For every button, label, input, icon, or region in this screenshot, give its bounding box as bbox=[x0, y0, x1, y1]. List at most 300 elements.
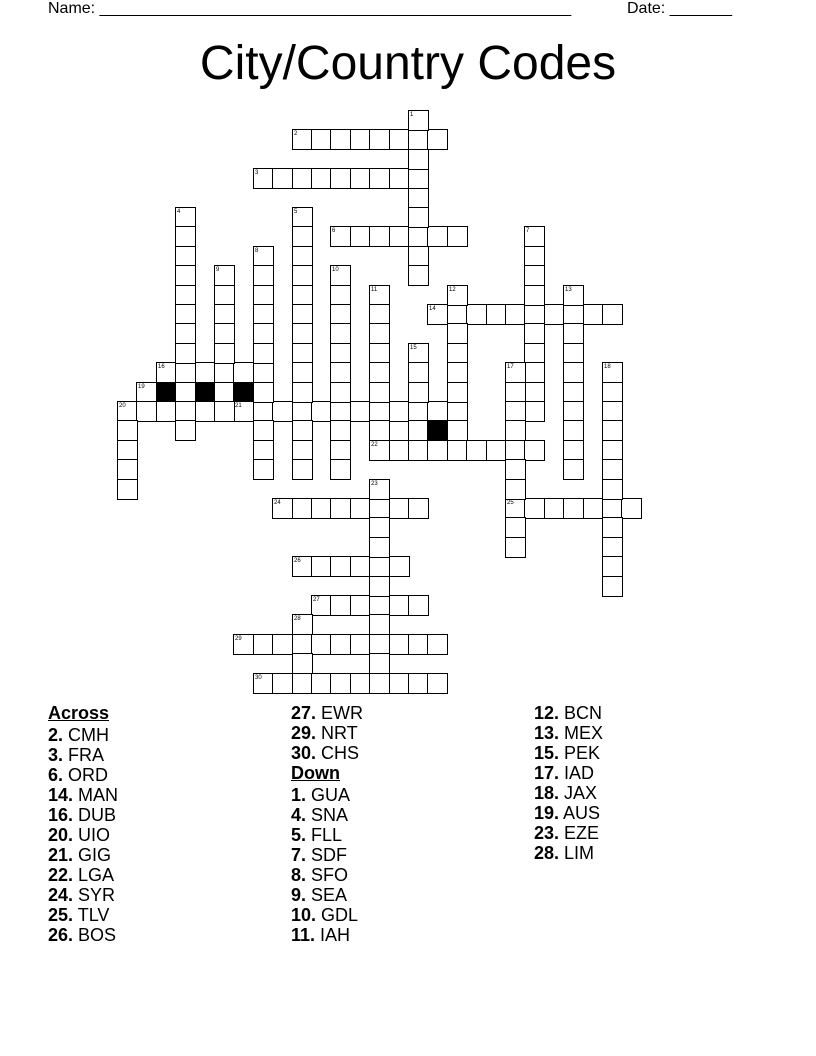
grid-cell[interactable] bbox=[214, 401, 235, 422]
clue-text: SDF bbox=[311, 845, 348, 865]
grid-cell[interactable] bbox=[427, 129, 448, 150]
grid-cell[interactable] bbox=[330, 556, 351, 577]
grid-cell[interactable] bbox=[253, 362, 274, 383]
grid-cell[interactable] bbox=[214, 343, 235, 364]
clue-text: DUB bbox=[78, 805, 117, 825]
clue-number: 1. bbox=[291, 785, 307, 805]
grid-cell[interactable] bbox=[408, 362, 429, 383]
grid-cell[interactable] bbox=[292, 323, 313, 344]
grid-cell[interactable] bbox=[524, 440, 545, 461]
clue-number-label: 12 bbox=[449, 287, 456, 293]
grid-cell[interactable] bbox=[563, 343, 584, 364]
grid-cell[interactable] bbox=[369, 304, 390, 325]
grid-cell[interactable] bbox=[563, 362, 584, 383]
grid-cell[interactable] bbox=[117, 479, 138, 500]
grid-cell[interactable] bbox=[330, 595, 351, 616]
clue-number: 26. bbox=[48, 925, 74, 945]
grid-cell[interactable] bbox=[214, 265, 235, 286]
grid-cell[interactable] bbox=[330, 343, 351, 364]
grid-cell[interactable] bbox=[253, 246, 274, 267]
grid-cell[interactable] bbox=[292, 634, 313, 655]
grid-cell[interactable] bbox=[175, 401, 196, 422]
grid-cell[interactable] bbox=[292, 459, 313, 480]
grid-cell[interactable] bbox=[447, 362, 468, 383]
grid-cell[interactable] bbox=[408, 188, 429, 209]
grid-cell[interactable] bbox=[136, 401, 157, 422]
grid-cell[interactable] bbox=[214, 323, 235, 344]
grid-cell[interactable] bbox=[292, 168, 313, 189]
grid-cell[interactable] bbox=[350, 129, 371, 150]
grid-cell[interactable] bbox=[408, 343, 429, 364]
grid-cell[interactable] bbox=[408, 226, 429, 247]
grid-cell[interactable] bbox=[389, 673, 410, 694]
grid-cell[interactable] bbox=[602, 479, 623, 500]
grid-cell[interactable] bbox=[253, 343, 274, 364]
grid-cell[interactable] bbox=[369, 382, 390, 403]
grid-cell[interactable] bbox=[486, 304, 507, 325]
clue-text: GDL bbox=[321, 905, 359, 925]
grid-cell[interactable] bbox=[602, 420, 623, 441]
grid-cell[interactable] bbox=[369, 129, 390, 150]
clue-item bbox=[291, 723, 363, 743]
grid-cell[interactable] bbox=[389, 440, 410, 461]
grid-cell[interactable] bbox=[195, 401, 216, 422]
grid-cell[interactable] bbox=[369, 323, 390, 344]
clue-number-label: 17 bbox=[507, 364, 514, 370]
grid-cell[interactable] bbox=[311, 595, 332, 616]
grid-cell[interactable] bbox=[524, 343, 545, 364]
grid-cell[interactable] bbox=[408, 265, 429, 286]
grid-cell[interactable] bbox=[330, 226, 351, 247]
grid-cell[interactable] bbox=[427, 226, 448, 247]
grid-cell[interactable] bbox=[214, 285, 235, 306]
grid-cell[interactable] bbox=[447, 401, 468, 422]
clue-item bbox=[48, 765, 118, 785]
grid-cell[interactable] bbox=[505, 479, 526, 500]
grid-cell[interactable] bbox=[253, 634, 274, 655]
grid-cell[interactable] bbox=[602, 576, 623, 597]
clue-number-label: 15 bbox=[410, 345, 417, 351]
clue-number-label: 27 bbox=[313, 597, 320, 603]
grid-cell[interactable] bbox=[253, 459, 274, 480]
clue-item bbox=[291, 865, 363, 885]
grid-cell[interactable] bbox=[214, 382, 235, 403]
grid-cell[interactable] bbox=[292, 401, 313, 422]
grid-cell[interactable] bbox=[117, 420, 138, 441]
clue-number-label: 19 bbox=[138, 384, 145, 390]
grid-cell[interactable] bbox=[563, 285, 584, 306]
grid-cell[interactable] bbox=[292, 498, 313, 519]
grid-cell[interactable] bbox=[292, 285, 313, 306]
grid-cell[interactable] bbox=[117, 459, 138, 480]
grid-cell[interactable] bbox=[136, 382, 157, 403]
grid-cell[interactable] bbox=[408, 420, 429, 441]
grid-cell[interactable] bbox=[253, 673, 274, 694]
grid-cell[interactable] bbox=[583, 304, 604, 325]
clue-number: 18. bbox=[534, 783, 560, 803]
grid-cell[interactable] bbox=[330, 168, 351, 189]
grid-cell[interactable] bbox=[505, 401, 526, 422]
grid-cell[interactable] bbox=[175, 382, 196, 403]
clue-item bbox=[48, 845, 118, 865]
grid-cell[interactable] bbox=[408, 595, 429, 616]
grid-cell[interactable] bbox=[311, 401, 332, 422]
grid-cell[interactable] bbox=[330, 304, 351, 325]
grid-cell[interactable] bbox=[330, 382, 351, 403]
grid-cell[interactable] bbox=[389, 634, 410, 655]
grid-cell[interactable] bbox=[330, 401, 351, 422]
grid-cell[interactable] bbox=[175, 207, 196, 228]
grid-cell[interactable] bbox=[253, 323, 274, 344]
grid-cell[interactable] bbox=[447, 343, 468, 364]
grid-cell[interactable] bbox=[350, 556, 371, 577]
grid-cell[interactable] bbox=[408, 149, 429, 170]
grid-cell[interactable] bbox=[408, 634, 429, 655]
grid-cell[interactable] bbox=[214, 304, 235, 325]
grid-cell[interactable] bbox=[369, 420, 390, 441]
grid-cell[interactable] bbox=[175, 323, 196, 344]
grid-cell[interactable] bbox=[175, 343, 196, 364]
grid-cell[interactable] bbox=[524, 226, 545, 247]
clue-number-label: 4 bbox=[177, 209, 181, 215]
grid-cell[interactable] bbox=[350, 498, 371, 519]
grid-cell[interactable] bbox=[311, 634, 332, 655]
grid-cell[interactable] bbox=[505, 362, 526, 383]
grid-cell[interactable] bbox=[272, 168, 293, 189]
clue-number-label: 20 bbox=[119, 403, 126, 409]
clue-text: PEK bbox=[564, 743, 601, 763]
grid-cell[interactable] bbox=[408, 673, 429, 694]
grid-cell[interactable] bbox=[505, 420, 526, 441]
clue-text: UIO bbox=[78, 825, 111, 845]
grid-cell[interactable] bbox=[292, 382, 313, 403]
clue-number-label: 24 bbox=[274, 500, 281, 506]
grid-cell[interactable] bbox=[524, 362, 545, 383]
down-heading: Down bbox=[291, 763, 340, 783]
grid-cell[interactable] bbox=[214, 362, 235, 383]
black-square bbox=[195, 382, 216, 403]
grid-cell[interactable] bbox=[602, 362, 623, 383]
grid-cell[interactable] bbox=[311, 129, 332, 150]
grid-cell[interactable] bbox=[330, 459, 351, 480]
clue-number-label: 7 bbox=[526, 228, 530, 234]
grid-cell[interactable] bbox=[486, 440, 507, 461]
clue-number: 30. bbox=[291, 743, 317, 763]
grid-cell[interactable] bbox=[350, 673, 371, 694]
grid-cell[interactable] bbox=[369, 673, 390, 694]
grid-cell[interactable] bbox=[253, 265, 274, 286]
grid-cell[interactable] bbox=[524, 401, 545, 422]
clue-number: 27. bbox=[291, 703, 317, 723]
grid-cell[interactable] bbox=[369, 362, 390, 383]
clue-number: 2. bbox=[48, 725, 64, 745]
grid-cell[interactable] bbox=[505, 498, 526, 519]
grid-cell[interactable] bbox=[369, 556, 390, 577]
grid-cell[interactable] bbox=[330, 634, 351, 655]
grid-cell[interactable] bbox=[369, 226, 390, 247]
grid-cell[interactable] bbox=[408, 246, 429, 267]
grid-cell[interactable] bbox=[563, 498, 584, 519]
grid-cell[interactable] bbox=[350, 595, 371, 616]
clue-number: 28. bbox=[534, 843, 560, 863]
grid-cell[interactable] bbox=[408, 168, 429, 189]
clue-item bbox=[291, 743, 363, 763]
grid-cell[interactable] bbox=[369, 653, 390, 674]
grid-cell[interactable] bbox=[408, 207, 429, 228]
grid-cell[interactable] bbox=[311, 556, 332, 577]
clue-number-label: 21 bbox=[235, 403, 242, 409]
grid-cell[interactable] bbox=[602, 382, 623, 403]
grid-cell[interactable] bbox=[427, 401, 448, 422]
grid-cell[interactable] bbox=[311, 168, 332, 189]
grid-cell[interactable] bbox=[524, 285, 545, 306]
grid-cell[interactable] bbox=[253, 285, 274, 306]
grid-cell[interactable] bbox=[175, 285, 196, 306]
grid-cell[interactable] bbox=[602, 459, 623, 480]
grid-cell[interactable] bbox=[369, 343, 390, 364]
clue-number: 11. bbox=[291, 925, 316, 945]
clue-item bbox=[534, 743, 603, 763]
grid-cell[interactable] bbox=[427, 673, 448, 694]
grid-cell[interactable] bbox=[253, 420, 274, 441]
grid-cell[interactable] bbox=[272, 498, 293, 519]
grid-cell[interactable] bbox=[292, 362, 313, 383]
grid-cell[interactable] bbox=[369, 595, 390, 616]
grid-cell[interactable] bbox=[524, 323, 545, 344]
clue-number: 10. bbox=[291, 905, 317, 925]
grid-cell[interactable] bbox=[311, 673, 332, 694]
grid-cell[interactable] bbox=[427, 440, 448, 461]
clue-item bbox=[534, 763, 603, 783]
grid-cell[interactable] bbox=[292, 304, 313, 325]
grid-cell[interactable] bbox=[427, 304, 448, 325]
black-square bbox=[233, 382, 254, 403]
grid-cell[interactable] bbox=[350, 226, 371, 247]
grid-cell[interactable] bbox=[505, 440, 526, 461]
grid-cell[interactable] bbox=[524, 265, 545, 286]
grid-cell[interactable] bbox=[117, 401, 138, 422]
grid-cell[interactable] bbox=[602, 401, 623, 422]
grid-cell[interactable] bbox=[292, 246, 313, 267]
page-title: City/Country Codes bbox=[199, 37, 617, 90]
grid-cell[interactable] bbox=[563, 440, 584, 461]
grid-cell[interactable] bbox=[602, 498, 623, 519]
grid-cell[interactable] bbox=[602, 517, 623, 538]
clue-item bbox=[534, 843, 603, 863]
grid-cell[interactable] bbox=[369, 537, 390, 558]
grid-cell[interactable] bbox=[524, 498, 545, 519]
grid-cell[interactable] bbox=[311, 498, 332, 519]
grid-cell[interactable] bbox=[175, 265, 196, 286]
grid-cell[interactable] bbox=[505, 459, 526, 480]
grid-cell[interactable] bbox=[330, 420, 351, 441]
grid-cell[interactable] bbox=[563, 420, 584, 441]
grid-cell[interactable] bbox=[175, 420, 196, 441]
grid-cell[interactable] bbox=[175, 362, 196, 383]
clue-item bbox=[48, 805, 118, 825]
grid-cell[interactable] bbox=[389, 401, 410, 422]
grid-cell[interactable] bbox=[408, 129, 429, 150]
grid-cell[interactable] bbox=[272, 401, 293, 422]
clue-number: 25. bbox=[48, 905, 74, 925]
grid-cell[interactable] bbox=[563, 401, 584, 422]
grid-cell[interactable] bbox=[292, 129, 313, 150]
grid-cell[interactable] bbox=[602, 440, 623, 461]
grid-cell[interactable] bbox=[350, 401, 371, 422]
clue-item bbox=[291, 925, 363, 945]
grid-cell[interactable] bbox=[156, 401, 177, 422]
grid-cell[interactable] bbox=[563, 323, 584, 344]
grid-cell[interactable] bbox=[544, 498, 565, 519]
grid-cell[interactable] bbox=[427, 634, 448, 655]
clue-text: BOS bbox=[78, 925, 117, 945]
grid-cell[interactable] bbox=[563, 382, 584, 403]
grid-cell[interactable] bbox=[272, 634, 293, 655]
grid-cell[interactable] bbox=[505, 304, 526, 325]
grid-cell[interactable] bbox=[292, 614, 313, 635]
grid-cell[interactable] bbox=[389, 168, 410, 189]
grid-cell[interactable] bbox=[505, 537, 526, 558]
grid-cell[interactable] bbox=[292, 440, 313, 461]
clue-number-label: 10 bbox=[332, 267, 339, 273]
clue-item bbox=[534, 723, 603, 743]
clue-number: 5. bbox=[291, 825, 307, 845]
grid-cell[interactable] bbox=[175, 246, 196, 267]
clue-number: 13. bbox=[534, 723, 560, 743]
clue-column-2 bbox=[291, 703, 363, 945]
grid-cell[interactable] bbox=[505, 382, 526, 403]
grid-cell[interactable] bbox=[195, 362, 216, 383]
clue-text: ORD bbox=[68, 765, 109, 785]
clue-text: JAX bbox=[564, 783, 598, 803]
grid-cell[interactable] bbox=[389, 226, 410, 247]
grid-cell[interactable] bbox=[156, 362, 177, 383]
grid-cell[interactable] bbox=[253, 382, 274, 403]
grid-cell[interactable] bbox=[253, 440, 274, 461]
grid-cell[interactable] bbox=[369, 517, 390, 538]
grid-cell[interactable] bbox=[563, 304, 584, 325]
grid-cell[interactable] bbox=[408, 440, 429, 461]
clue-number: 8. bbox=[291, 865, 307, 885]
grid-cell[interactable] bbox=[292, 556, 313, 577]
grid-cell[interactable] bbox=[369, 168, 390, 189]
grid-cell[interactable] bbox=[369, 614, 390, 635]
grid-cell[interactable] bbox=[369, 634, 390, 655]
grid-cell[interactable] bbox=[292, 226, 313, 247]
clue-number: 4. bbox=[291, 805, 307, 825]
clue-number-label: 23 bbox=[371, 481, 378, 487]
grid-cell[interactable] bbox=[233, 634, 254, 655]
grid-cell[interactable] bbox=[175, 304, 196, 325]
grid-cell[interactable] bbox=[369, 285, 390, 306]
grid-cell[interactable] bbox=[447, 304, 468, 325]
grid-cell[interactable] bbox=[524, 304, 545, 325]
grid-cell[interactable] bbox=[253, 304, 274, 325]
clue-number: 9. bbox=[291, 885, 307, 905]
clue-number: 23. bbox=[534, 823, 560, 843]
grid-cell[interactable] bbox=[330, 323, 351, 344]
grid-cell[interactable] bbox=[292, 673, 313, 694]
grid-cell[interactable] bbox=[292, 343, 313, 364]
grid-cell[interactable] bbox=[602, 556, 623, 577]
grid-cell[interactable] bbox=[408, 382, 429, 403]
grid-cell[interactable] bbox=[350, 168, 371, 189]
grid-cell[interactable] bbox=[369, 401, 390, 422]
grid-cell[interactable] bbox=[466, 440, 487, 461]
grid-cell[interactable] bbox=[466, 304, 487, 325]
grid-cell[interactable] bbox=[389, 129, 410, 150]
grid-cell[interactable] bbox=[292, 207, 313, 228]
grid-cell[interactable] bbox=[330, 673, 351, 694]
grid-cell[interactable] bbox=[253, 168, 274, 189]
grid-cell[interactable] bbox=[602, 537, 623, 558]
grid-cell[interactable] bbox=[330, 498, 351, 519]
grid-cell[interactable] bbox=[408, 498, 429, 519]
clue-number-label: 14 bbox=[429, 306, 436, 312]
grid-cell[interactable] bbox=[292, 420, 313, 441]
grid-cell[interactable] bbox=[369, 576, 390, 597]
clue-item bbox=[291, 785, 363, 805]
grid-cell[interactable] bbox=[408, 401, 429, 422]
clue-number-label: 1 bbox=[410, 112, 414, 118]
grid-cell[interactable] bbox=[447, 420, 468, 441]
grid-cell[interactable] bbox=[330, 440, 351, 461]
grid-cell[interactable] bbox=[602, 304, 623, 325]
grid-cell[interactable] bbox=[369, 498, 390, 519]
grid-cell[interactable] bbox=[233, 401, 254, 422]
grid-cell[interactable] bbox=[621, 498, 642, 519]
grid-cell[interactable] bbox=[330, 265, 351, 286]
grid-cell[interactable] bbox=[350, 634, 371, 655]
grid-cell[interactable] bbox=[447, 285, 468, 306]
grid-cell[interactable] bbox=[233, 362, 254, 383]
clue-number: 19. bbox=[534, 803, 560, 823]
grid-cell[interactable] bbox=[563, 459, 584, 480]
clue-number: 14. bbox=[48, 785, 74, 805]
grid-cell[interactable] bbox=[583, 498, 604, 519]
grid-cell[interactable] bbox=[524, 246, 545, 267]
grid-cell[interactable] bbox=[389, 498, 410, 519]
grid-cell[interactable] bbox=[389, 595, 410, 616]
grid-cell[interactable] bbox=[544, 304, 565, 325]
grid-cell[interactable] bbox=[369, 440, 390, 461]
grid-cell[interactable] bbox=[117, 440, 138, 461]
grid-cell[interactable] bbox=[292, 653, 313, 674]
grid-cell[interactable] bbox=[447, 226, 468, 247]
grid-cell[interactable] bbox=[447, 440, 468, 461]
clue-text: LGA bbox=[78, 865, 115, 885]
grid-cell[interactable] bbox=[330, 362, 351, 383]
grid-cell[interactable] bbox=[175, 226, 196, 247]
grid-cell[interactable] bbox=[272, 673, 293, 694]
grid-cell[interactable] bbox=[408, 110, 429, 131]
grid-cell[interactable] bbox=[447, 382, 468, 403]
grid-cell[interactable] bbox=[292, 265, 313, 286]
clue-text: LIM bbox=[564, 843, 595, 863]
clue-text: MAN bbox=[78, 785, 119, 805]
grid-cell[interactable] bbox=[330, 285, 351, 306]
grid-cell[interactable] bbox=[253, 401, 274, 422]
grid-cell[interactable] bbox=[330, 129, 351, 150]
clue-item bbox=[534, 783, 603, 803]
grid-cell[interactable] bbox=[505, 517, 526, 538]
grid-cell[interactable] bbox=[447, 323, 468, 344]
clue-number-label: 8 bbox=[255, 248, 259, 254]
grid-cell[interactable] bbox=[524, 382, 545, 403]
grid-cell[interactable] bbox=[369, 479, 390, 500]
clue-item bbox=[534, 703, 603, 723]
grid-cell[interactable] bbox=[389, 556, 410, 577]
